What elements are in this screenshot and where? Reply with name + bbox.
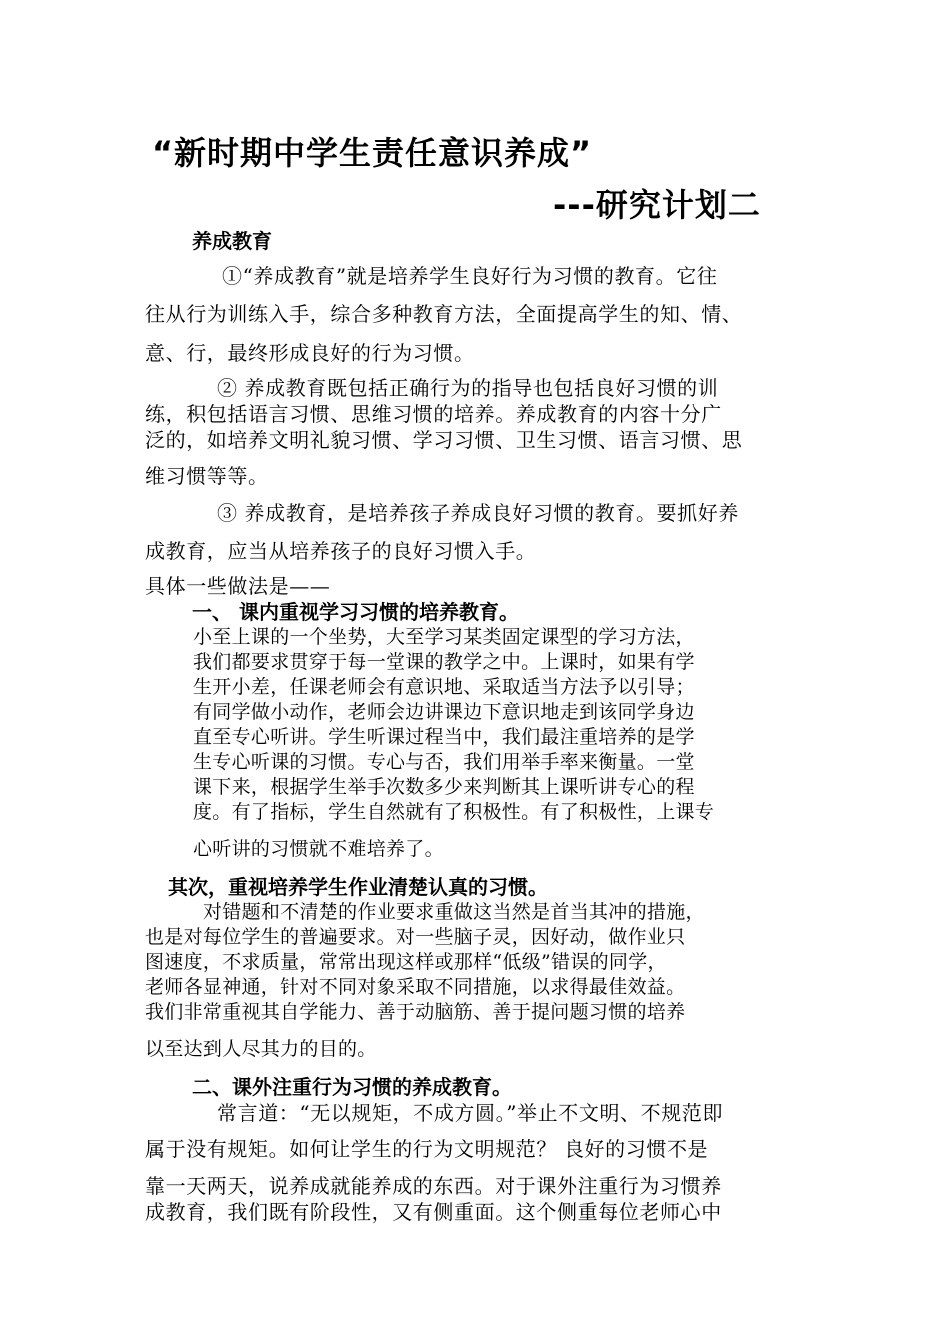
para3-line2: 成教育，应当从培养孩子的良好习惯入手。	[145, 539, 537, 563]
part2-heading: 二、课外注重行为习惯的养成教育。	[192, 1075, 512, 1099]
intro-line: 具体一些做法是——	[145, 574, 331, 598]
part1-line7: 课下来，根据学生举手次数多少来判断其上课听讲专心的程	[193, 776, 695, 798]
part2-line4: 成教育，我们既有阶段性，又有侧重面。这个侧重每位老师心中	[145, 1200, 722, 1224]
part1b-line6: 以至达到人尽其力的目的。	[145, 1038, 377, 1060]
part1b-line3: 图速度，不求质量，常常出现这样或那样“低级”错误的同学，	[145, 951, 667, 973]
part1-line9: 心听讲的习惯就不难培养了。	[193, 838, 444, 860]
part1-line2: 我们都要求贯穿于每一堂课的教学之中。上课时，如果有学	[193, 651, 695, 673]
para1-line3: 意、行，最终形成良好的行为习惯。	[145, 341, 475, 365]
part1-heading: 一、 课内重视学习习惯的培养教育。	[192, 600, 519, 624]
part1-line8: 度。有了指标，学生自然就有了积极性。有了积极性，上课专	[193, 801, 715, 823]
part2-line3: 靠一天两天，说养成就能养成的东西。对于课外注重行为习惯养	[145, 1174, 722, 1198]
part1-line3: 生开小差，任课老师会有意识地、采取适当方法予以引导；	[193, 676, 695, 698]
para2-line4: 维习惯等等。	[145, 464, 269, 488]
part1-line4: 有同学做小动作，老师会边讲课边下意识地走到该同学身边	[193, 701, 695, 723]
para2-line3: 泛的，如培养文明礼貌习惯、学习习惯、卫生习惯、语言习惯、思	[145, 428, 743, 452]
part1-line1: 小至上课的一个坐势，大至学习某类固定课型的学习方法，	[193, 626, 695, 648]
part1-line5: 直至专心听讲。学生听课过程当中，我们最注重培养的是学	[193, 726, 695, 748]
part1-line6: 生专心听课的习惯。专心与否，我们用举手率来衡量。一堂	[193, 751, 695, 773]
part1b-line2: 也是对每位学生的普遍要求。对一些脑子灵，因好动，做作业只	[145, 926, 686, 948]
part1b-line5: 我们非常重视其自学能力、善于动脑筋、善于提问题习惯的培养	[145, 1001, 686, 1023]
para3-line1: ③ 养成教育，是培养孩子养成良好习惯的教育。要抓好养	[217, 501, 739, 525]
document-title-line2: ---研究计划二	[553, 186, 761, 224]
part1b-heading: 其次，重视培养学生作业清楚认真的习惯。	[168, 875, 548, 899]
part1b-line1: 对错题和不清楚的作业要求重做这当然是首当其冲的措施，	[203, 901, 705, 923]
para2-line1: ② 养成教育既包括正确行为的指导也包括良好习惯的训	[217, 376, 719, 400]
para1-line2: 往从行为训练入手，综合多种教育方法，全面提高学生的知、情、	[145, 302, 743, 326]
part2-line2: 属于没有规矩。如何让学生的行为文明规范？ 良好的习惯不是	[145, 1137, 709, 1161]
document-title-line1: “新时期中学生责任意识养成”	[152, 134, 593, 172]
para2-line2: 练，积包括语言习惯、思维习惯的培养。养成教育的内容十分广	[145, 402, 722, 426]
section-heading: 养成教育	[192, 229, 272, 253]
part1b-line4: 老师各显神通，针对不同对象采取不同措施，以求得最佳效益。	[145, 976, 686, 998]
part2-line1: 常言道：“无以规矩，不成方圆。”举止不文明、不规范即	[217, 1101, 724, 1125]
para1-line1: ①“养成教育”就是培养学生良好行为习惯的教育。它往	[222, 264, 718, 288]
